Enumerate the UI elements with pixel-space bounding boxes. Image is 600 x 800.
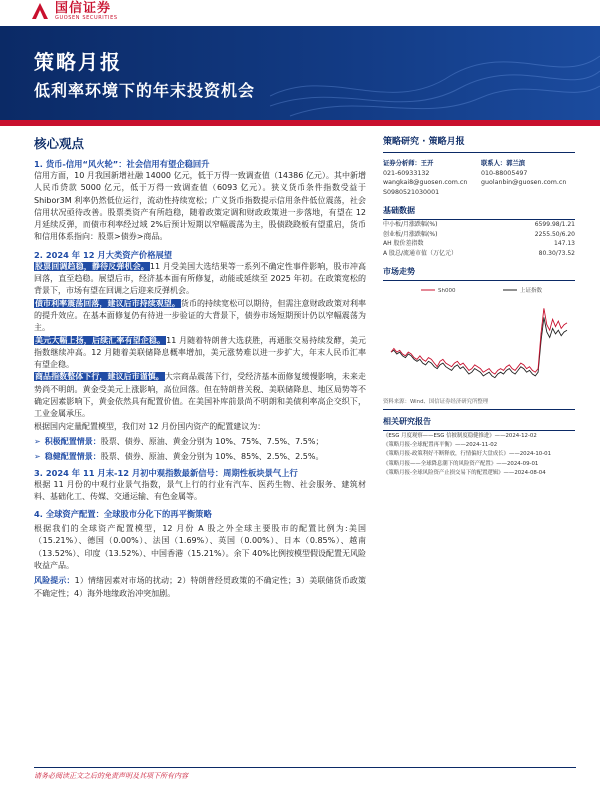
- aggressive-text: 股票、债券、原油、黄金分别为 10%、75%、7.5%、7.5%；: [100, 436, 324, 446]
- basic-data-table: [383, 220, 575, 258]
- report-title: 低利率环境下的年末投资机会: [34, 81, 256, 100]
- logo-text-en: GUOSEN SECURITIES: [55, 14, 118, 21]
- risk-label: 风险提示：: [34, 576, 75, 586]
- analyst-block: [383, 159, 575, 197]
- footer-divider: [34, 767, 576, 768]
- brand-logo: [30, 0, 118, 22]
- fx-outlook: [34, 335, 366, 372]
- stock-outlook-highlight: 股票回调趋稳，静待反弹机会。: [35, 261, 149, 271]
- data-row: AH 股价差指数 147.13: [383, 240, 575, 248]
- market-trend-chart: [383, 283, 575, 395]
- guosen-logo-icon: [30, 1, 50, 21]
- aggressive-label: 积极配置情景：: [44, 436, 101, 446]
- series-line-0: [391, 317, 567, 377]
- fx-outlook-text: 11 月随着特朗普大选获胜，再通胀交易持续发酵，美元指数继续冲高。12 月随着美联储降息概率增加，美元涨势难以进一步扩大，年末人民币汇率有望企稳。: [34, 335, 366, 370]
- related-report-link[interactable]: 《策略月报——全球降息潮下的风险资产配置》——2024-09-01: [383, 460, 539, 467]
- core-heading: 核心观点: [34, 136, 85, 151]
- market-trend-svg: [383, 283, 575, 395]
- section-4-text: 根据我们的全球资产配置模型，12 月份 A 股之外全球主要股市的配置比例为:美国（15.21%）、德国（0.00%）、法国（1.69%）、英国（0.00%）、日本（0.85%）、越南（13.52%）、印度（13.52%）、中国香港（15.21%）。余下 40%比例按模型假设配置无风险收益产品。: [34, 524, 366, 571]
- contact-name: 联系人：郭兰滨: [481, 160, 526, 167]
- bond-outlook-highlight: 债市利率震荡回落，建议后市持续观望。: [35, 298, 180, 308]
- chart-source: 资料来源：Wind、国信证券经济研究所整理: [383, 397, 575, 410]
- commodity-outlook-text: 大宗商品震荡下行，受经济基本面修复缓慢影响，未来走势尚不明朗。黄金受美元上涨影响，高位回落。但在特朗普关税、美联储降息、地区局势等不确定因素影响下，黄金依然具有配置价值。在美国补库前景尚不明朗和美债利率高企交织下，工业金属承压。: [34, 372, 367, 419]
- section-1-title: 1. 货币-信用“风火轮”：社会信用有望企稳回升: [34, 159, 210, 169]
- model-intro: 根据国内定量配置模型，我们对 12 月份国内资产的配置建议为：: [34, 421, 266, 431]
- arrow-icon: ➢: [34, 436, 41, 446]
- contact-phone: 010-88005497: [481, 169, 528, 177]
- stock-outlook: [34, 261, 366, 298]
- related-report-link[interactable]: 《ESG 月度观察——ESG 信披制度稳健推进》——2024-12-02: [383, 433, 537, 439]
- report-type: 策略月报: [34, 50, 122, 74]
- top-strip: [0, 0, 600, 26]
- market-trend-heading: 市场走势: [383, 266, 575, 281]
- stock-outlook-text: 11 月受美国大选结果等一系列不确定性事件影响，股市冲高回落，直至趋稳。展望后市，经济基本面有所修复，动能或延续至 2025 年初。在政策宽松的背景下，市场有望在回调之后迎来反弹机会。: [34, 261, 366, 296]
- basic-data-heading: 基础数据: [383, 205, 575, 220]
- series-line-1: [391, 308, 567, 374]
- related-report-link[interactable]: 《策略月报-政策利好不断释放，行情偏好大盘成长》——2024-10-01: [383, 451, 552, 458]
- logo-text-cn: 国信证券: [55, 0, 112, 16]
- bond-outlook-text: 货币的持续宽松可以期待，但需注意财政政策对利率的提升效应。在基本面修复仍有待进一步验证的大背景下，债券市场短期预计仍以窄幅震荡为主。: [34, 298, 367, 333]
- disclaimer-note: 请务必阅读正文之后的免责声明及其项下所有内容: [34, 772, 188, 780]
- legend-label-1: Sh000: [438, 288, 456, 294]
- legend-label-0: 上证指数: [520, 288, 543, 294]
- section-4-title: 4. 全球资产配置：全球股市分化下的再平衡策略: [34, 509, 212, 520]
- risk-warning: [34, 575, 366, 600]
- arrow-icon: ➢: [34, 452, 41, 462]
- conservative-label: 稳健配置情景：: [44, 452, 101, 462]
- section-2-title: 2. 2024 年 12 月大类资产价格展望: [34, 249, 173, 260]
- risk-text: 1）情绪因素对市场的扰动；2）特朗普经贸政策的不确定性；3）美联储货币政策不确定性；4）海外地缘政治冲突加剧。: [34, 576, 366, 598]
- title-banner: [0, 26, 600, 120]
- data-row: 创业板/月涨跌幅(%) 2255.50/6.20: [383, 230, 575, 238]
- conservative-allocation: [34, 451, 366, 463]
- data-row: A 股总/流通市值（万亿元） 80.30/73.52: [383, 249, 575, 257]
- bond-outlook: [34, 298, 366, 335]
- analyst-email[interactable]: wangkai8@guosen.com.cn: [383, 179, 468, 187]
- sidebar-heading: 策略研究 · 策略月报: [383, 134, 575, 153]
- analyst-name: 证券分析师：王开: [383, 160, 434, 167]
- conservative-text: 股票、债券、原油、黄金分别为 10%、85%、2.5%、2.5%。: [100, 452, 324, 462]
- core-viewpoints: [34, 134, 366, 600]
- section-3-title: 3. 2024 年 11 月末-12 月初中观指数最新信号：周期性板块景气上行: [34, 467, 298, 478]
- related-reports-heading: 相关研究报告: [383, 416, 575, 431]
- analyst-phone: 021-60933132: [383, 169, 430, 177]
- fx-outlook-highlight: 美元大幅上扬，后续汇率有望企稳。: [35, 335, 166, 345]
- contact-email[interactable]: guolanbin@guosen.com.cn: [481, 179, 567, 187]
- section-1-text: 信用方面，10 月我国新增社融 14000 亿元，低于万得一致调查值（14386 亿元）。其中新增人民币贷款 5000 亿元，低于万得一致调查值（6093 亿元）。狭义货币条件指数受益于 Shibor3M 利率仍然低位运行，流动性持续宽松；广义货币指数提示信用条件低位震荡，社会信用状况亟待改善。股票类资产有所趋稳，随着政策定调和财政政策进一步落地，有望在 12 月延续反弹，而债市利率经过域 2%后预计短期以窄幅震荡为主，股债跷跷板有望重启，货币和信用体系指向：股票>债券>商品。: [34, 171, 366, 242]
- aggressive-allocation: [34, 436, 366, 448]
- accent-bar: [0, 120, 600, 126]
- section-3-text: 根据 11 月份的中观行业景气指数，景气上行的行业有汽车、医药生物、社会服务、建筑材料、基础化工、传媒、交通运输、有色金属等。: [34, 479, 366, 501]
- related-report-link[interactable]: 《策略月报-全球风险资产止损交易下的配置逻辑》——2024-08-04: [383, 469, 546, 476]
- commodity-outlook-highlight: 商品指数整体下行，建议后市谨慎。: [35, 372, 164, 382]
- banner-wave-decoration: [270, 26, 600, 120]
- commodity-outlook: [34, 371, 366, 420]
- analyst-cert: S0980521030001: [383, 188, 440, 196]
- related-report-link[interactable]: 《策略月报-全球配置再平衡》——2024-11-02: [383, 442, 498, 449]
- sidebar: [383, 134, 575, 477]
- data-row: 中小板/月涨跌幅(%) 6599.98/1.21: [383, 221, 575, 229]
